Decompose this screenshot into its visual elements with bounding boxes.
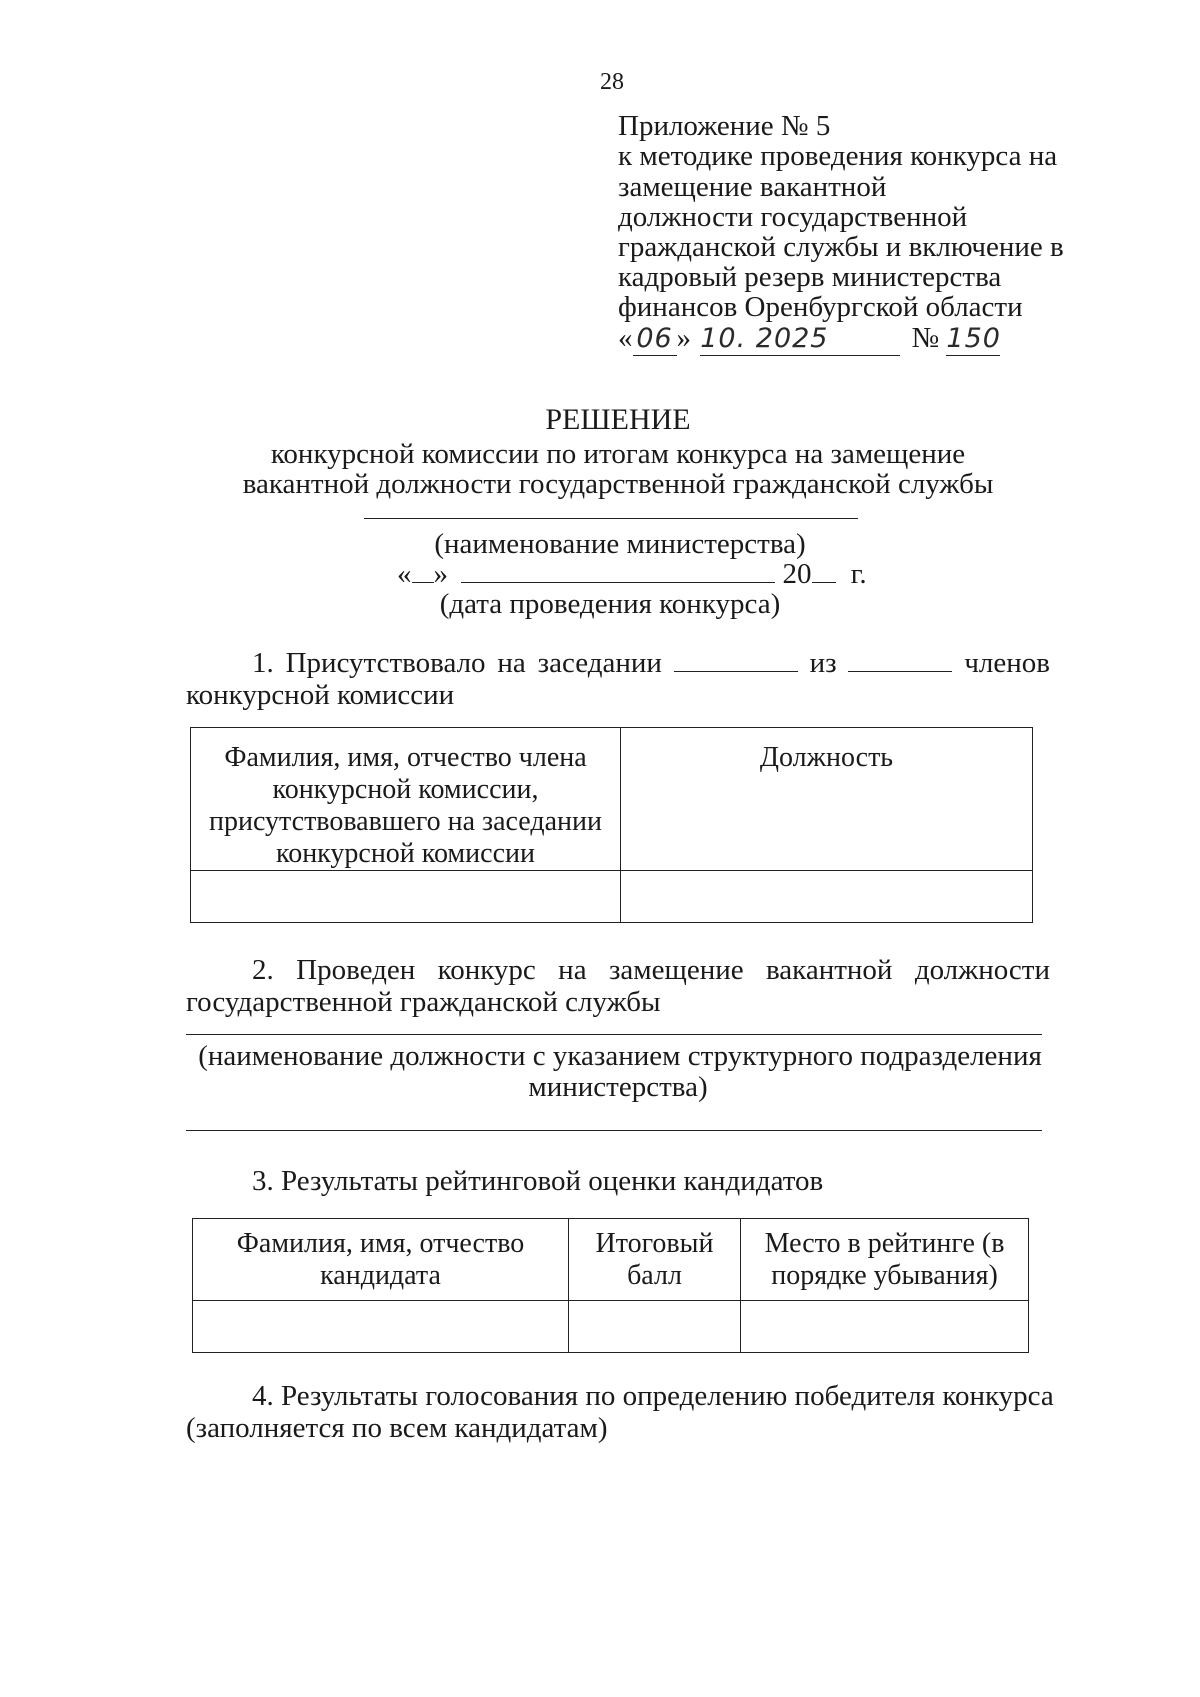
header-cell-rank	[741, 1219, 1029, 1301]
section2-word: Проведен	[296, 954, 416, 986]
day-blank	[412, 558, 434, 583]
header-text: Фамилия, имя, отчество члена	[224, 742, 587, 773]
date-caption: (дата проведения конкурса)	[439, 588, 781, 620]
total-count-blank	[848, 647, 952, 672]
date-day: 06	[633, 322, 677, 356]
position-caption: министерства)	[528, 1071, 708, 1103]
page-number: 28	[600, 69, 624, 95]
header-text: Место в рейтинге (в	[764, 1227, 1005, 1259]
date-month-year: 10. 2025	[700, 322, 900, 356]
header-text: Итоговый	[595, 1227, 714, 1259]
year-blank	[812, 558, 836, 583]
contest-date-line	[397, 558, 867, 591]
commission-members-table	[190, 727, 1033, 923]
section4-line2: (заполняется по всем кандидатам)	[186, 1412, 608, 1444]
header-cell-candidate	[193, 1219, 569, 1301]
position-blank-line	[186, 1034, 1042, 1035]
section2-line1	[252, 954, 1050, 987]
ministry-blank-line	[364, 518, 858, 519]
number-label: №	[911, 322, 940, 354]
section2-word: конкурс	[437, 954, 536, 986]
header-text: конкурсной комиссии	[276, 838, 535, 869]
year-suffix: г.	[850, 558, 867, 590]
appendix-line: должности государственной	[618, 201, 968, 233]
header-text: присутствовавшего на заседании	[209, 806, 602, 837]
heading-line: конкурсной комиссии по итогам конкурса на замещение	[270, 438, 966, 470]
section2-word: должности	[914, 954, 1050, 986]
section3-title: 3. Результаты рейтинговой оценки кандидатов	[252, 1165, 824, 1197]
quote-open: «	[618, 322, 633, 354]
header-cell-fullname	[191, 728, 621, 871]
document-title: РЕШЕНИЕ	[545, 403, 691, 436]
table-cell	[191, 871, 621, 923]
header-cell-position	[621, 728, 1033, 871]
quote-open: «	[397, 558, 412, 590]
appendix-line: к методике проведения конкурса на	[618, 140, 1058, 172]
appendix-line: замещение вакантной	[618, 171, 887, 203]
section1-number: 1.	[252, 647, 274, 679]
quote-close: »	[676, 322, 691, 354]
section2-word: на	[558, 954, 587, 986]
quote-close: »	[433, 558, 448, 590]
section2-line2: государственной гражданской службы	[186, 986, 661, 1018]
number-value: 150	[946, 323, 1001, 354]
section1-line2: конкурсной комиссии	[186, 679, 455, 711]
section1-word: на	[497, 647, 526, 679]
header-text: кандидата	[320, 1259, 441, 1291]
present-count-blank	[674, 647, 798, 672]
table-row	[193, 1301, 1029, 1353]
appendix-date-line	[618, 322, 1000, 356]
table-cell	[569, 1301, 741, 1353]
section2-word: замещение	[608, 954, 744, 986]
header-text: порядке убывания)	[771, 1259, 998, 1291]
section2-word: вакантной	[766, 954, 893, 986]
appendix-title: Приложение № 5	[618, 110, 831, 142]
ministry-caption: (наименование министерства)	[434, 528, 806, 560]
table-cell	[193, 1301, 569, 1353]
header-text: балл	[627, 1259, 682, 1291]
section1-word: Присутствовало	[285, 647, 486, 679]
section1-word: заседании	[537, 647, 662, 679]
position-caption: (наименование должности с указанием структурного подразделения	[198, 1040, 1042, 1072]
table-row	[191, 871, 1033, 923]
month-blank	[461, 558, 775, 583]
section1-from: из	[809, 647, 837, 679]
section2-number: 2.	[252, 954, 274, 986]
rating-table	[192, 1218, 1029, 1353]
year-prefix: 20	[782, 558, 812, 590]
header-text: Фамилия, имя, отчество	[236, 1227, 525, 1259]
header-text: конкурсной комиссии,	[272, 774, 539, 805]
position-blank-line	[186, 1130, 1042, 1131]
header-cell-score	[569, 1219, 741, 1301]
header-text: Должность	[759, 742, 894, 773]
section1-line1	[252, 647, 1050, 680]
heading-line: вакантной должности государственной гражданской службы	[242, 468, 994, 500]
appendix-line: гражданской службы и включение в	[618, 231, 1064, 263]
table-header-row	[193, 1219, 1029, 1301]
section4-line1: 4. Результаты голосования по определению победителя конкурса	[252, 1380, 1054, 1412]
appendix-line: финансов Оренбургской области	[618, 291, 1023, 323]
section1-members: членов	[964, 647, 1050, 679]
table-header-row	[191, 728, 1033, 871]
appendix-line: кадровый резерв министерства	[618, 261, 1002, 293]
table-cell	[741, 1301, 1029, 1353]
table-cell	[621, 871, 1033, 923]
